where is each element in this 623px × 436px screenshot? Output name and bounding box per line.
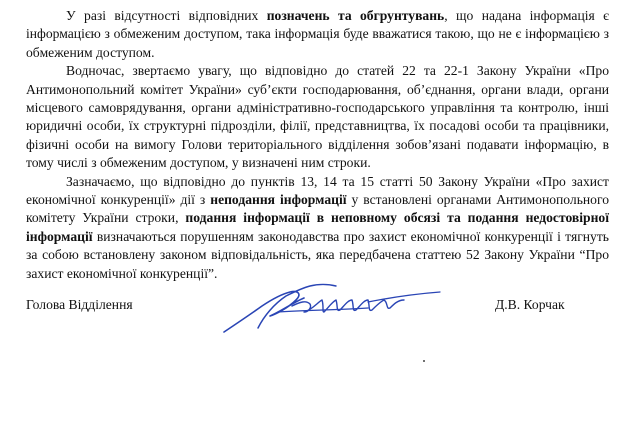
handwritten-signature-icon (218, 272, 468, 342)
signatory-position: Голова Відділення (26, 297, 133, 312)
paragraph-liability (26, 173, 609, 283)
paragraph-text: , що надана інформація є інформацією з обмеженим доступом, така інформація буде вважатися такою, що не є інформацією з обмеженим доступом. (26, 8, 609, 60)
paragraph-text: Зазначаємо, що відповідно до пунктів 13, 14 та 15 статті 50 Закону України «Про захист економічної конкуренції» дії з (26, 173, 609, 208)
paragraph-text: у встановлені органами Антимонопольного комітету України строки, (26, 192, 609, 226)
signatory-name: Д.В. Корчак (495, 297, 565, 312)
paragraph-emphasis: подання інформації в неповному обсязі та подання недостовірної інформації (26, 210, 609, 244)
paragraph-text: У разі відсутності відповідних (66, 8, 267, 23)
paragraph-confidential-marking (26, 7, 609, 62)
stray-mark (423, 360, 425, 362)
paragraph-obligation (26, 62, 609, 172)
paragraph-text: Водночас, звертаємо увагу, що відповідно до статей 22 та 22-1 Закону України «Про Антимонопольний комітет України» суб’єкти господарювання, об’єднання, органи влади, органи місцевого самоврядування, органи адміністративно-господарського управління та контролю, інші юридичні особи, їх структурні підрозділи, філії, представництва, їх посадові особи та працівники, фізичні особи на вимогу Голови територіального відділення зобов’язані подавати інформацію, в тому числі з обмеженим доступом, у визначені ним строки. (26, 63, 609, 171)
paragraph-emphasis: неподання інформації (210, 192, 347, 208)
paragraph-emphasis: позначень та обгрунтувань (266, 8, 445, 23)
paragraph-text: визначаються порушенням законодавства про захист економічної конкуренції і тягнуть за собою встановлену законом відповідальність, яка передбачена статтею 52 Закону України “Про захист економічної конкуренції”. (26, 228, 609, 281)
letter-body (26, 7, 609, 283)
